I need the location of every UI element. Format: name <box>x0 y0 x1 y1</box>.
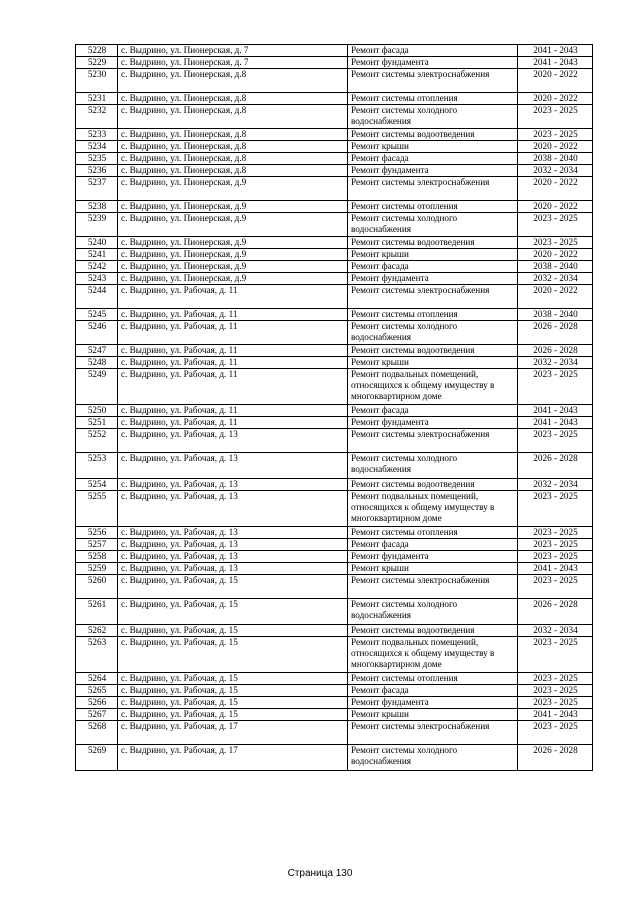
row-work-type: Ремонт фасада <box>348 45 518 57</box>
row-address: с. Выдрино, ул. Рабочая, д. 13 <box>118 563 348 575</box>
row-address: с. Выдрино, ул. Рабочая, д. 15 <box>118 637 348 673</box>
table-row <box>76 165 593 177</box>
row-number: 5231 <box>76 93 118 105</box>
table-row <box>76 309 593 321</box>
table-row <box>76 637 593 673</box>
row-period: 2023 - 2025 <box>518 491 593 527</box>
row-work-type: Ремонт системы водоотведения <box>348 237 518 249</box>
row-work-type: Ремонт системы отопления <box>348 309 518 321</box>
table-row <box>76 491 593 527</box>
row-work-type: Ремонт фундамента <box>348 273 518 285</box>
table-row <box>76 105 593 129</box>
row-work-type: Ремонт системы электроснабжения <box>348 177 518 201</box>
row-address: с. Выдрино, ул. Пионерская, д.9 <box>118 213 348 237</box>
row-work-type: Ремонт системы отопления <box>348 527 518 539</box>
row-period: 2026 - 2028 <box>518 453 593 479</box>
row-address: с. Выдрино, ул. Рабочая, д. 11 <box>118 285 348 309</box>
row-work-type: Ремонт крыши <box>348 563 518 575</box>
row-number: 5230 <box>76 69 118 93</box>
row-period: 2020 - 2022 <box>518 249 593 261</box>
table-row <box>76 285 593 309</box>
table-row <box>76 527 593 539</box>
table-row <box>76 721 593 745</box>
row-period: 2026 - 2028 <box>518 345 593 357</box>
table-row <box>76 57 593 69</box>
row-work-type: Ремонт системы отопления <box>348 93 518 105</box>
row-period: 2020 - 2022 <box>518 201 593 213</box>
row-work-type: Ремонт системы электроснабжения <box>348 429 518 453</box>
table-row <box>76 417 593 429</box>
row-period: 2041 - 2043 <box>518 405 593 417</box>
row-address: с. Выдрино, ул. Рабочая, д. 15 <box>118 599 348 625</box>
table-row <box>76 625 593 637</box>
row-number: 5242 <box>76 261 118 273</box>
row-number: 5259 <box>76 563 118 575</box>
row-number: 5265 <box>76 685 118 697</box>
row-number: 5252 <box>76 429 118 453</box>
row-address: с. Выдрино, ул. Рабочая, д. 17 <box>118 721 348 745</box>
row-number: 5233 <box>76 129 118 141</box>
row-number: 5232 <box>76 105 118 129</box>
row-period: 2038 - 2040 <box>518 153 593 165</box>
row-period: 2026 - 2028 <box>518 321 593 345</box>
row-work-type: Ремонт крыши <box>348 249 518 261</box>
row-address: с. Выдрино, ул. Рабочая, д. 13 <box>118 539 348 551</box>
row-address: с. Выдрино, ул. Рабочая, д. 13 <box>118 453 348 479</box>
row-period: 2041 - 2043 <box>518 45 593 57</box>
row-period: 2023 - 2025 <box>518 213 593 237</box>
row-number: 5250 <box>76 405 118 417</box>
row-work-type: Ремонт системы отопления <box>348 673 518 685</box>
row-address: с. Выдрино, ул. Пионерская, д.8 <box>118 129 348 141</box>
row-work-type: Ремонт фундамента <box>348 417 518 429</box>
row-number: 5238 <box>76 201 118 213</box>
row-address: с. Выдрино, ул. Рабочая, д. 15 <box>118 685 348 697</box>
row-work-type: Ремонт подвальных помещений, относящихся к общему имуществу в многоквартирном доме <box>348 369 518 405</box>
table-row <box>76 685 593 697</box>
row-address: с. Выдрино, ул. Пионерская, д.9 <box>118 249 348 261</box>
row-address: с. Выдрино, ул. Рабочая, д. 13 <box>118 429 348 453</box>
row-address: с. Выдрино, ул. Рабочая, д. 17 <box>118 745 348 771</box>
row-work-type: Ремонт системы водоотведения <box>348 479 518 491</box>
row-number: 5262 <box>76 625 118 637</box>
row-address: с. Выдрино, ул. Пионерская, д.9 <box>118 273 348 285</box>
table-row <box>76 745 593 771</box>
row-work-type: Ремонт фасада <box>348 405 518 417</box>
row-period: 2041 - 2043 <box>518 563 593 575</box>
row-address: с. Выдрино, ул. Пионерская, д.9 <box>118 201 348 213</box>
row-number: 5248 <box>76 357 118 369</box>
table-row <box>76 93 593 105</box>
row-number: 5258 <box>76 551 118 563</box>
row-work-type: Ремонт системы электроснабжения <box>348 721 518 745</box>
row-work-type: Ремонт системы электроснабжения <box>348 285 518 309</box>
row-address: с. Выдрино, ул. Рабочая, д. 13 <box>118 479 348 491</box>
row-period: 2020 - 2022 <box>518 93 593 105</box>
row-number: 5245 <box>76 309 118 321</box>
row-address: с. Выдрино, ул. Пионерская, д.8 <box>118 69 348 93</box>
table-row <box>76 479 593 491</box>
row-period: 2041 - 2043 <box>518 57 593 69</box>
row-address: с. Выдрино, ул. Пионерская, д.8 <box>118 165 348 177</box>
table-body <box>76 45 593 771</box>
row-number: 5249 <box>76 369 118 405</box>
row-period: 2032 - 2034 <box>518 165 593 177</box>
table-row <box>76 45 593 57</box>
row-address: с. Выдрино, ул. Рабочая, д. 15 <box>118 673 348 685</box>
row-work-type: Ремонт крыши <box>348 141 518 153</box>
row-period: 2032 - 2034 <box>518 273 593 285</box>
row-number: 5268 <box>76 721 118 745</box>
row-number: 5244 <box>76 285 118 309</box>
table-row <box>76 453 593 479</box>
row-period: 2020 - 2022 <box>518 285 593 309</box>
row-number: 5266 <box>76 697 118 709</box>
row-number: 5246 <box>76 321 118 345</box>
row-work-type: Ремонт системы холодного водоснабжения <box>348 599 518 625</box>
row-address: с. Выдрино, ул. Пионерская, д.8 <box>118 93 348 105</box>
row-number: 5235 <box>76 153 118 165</box>
table-row <box>76 237 593 249</box>
row-period: 2023 - 2025 <box>518 673 593 685</box>
row-period: 2023 - 2025 <box>518 685 593 697</box>
row-period: 2038 - 2040 <box>518 261 593 273</box>
row-address: с. Выдрино, ул. Рабочая, д. 11 <box>118 309 348 321</box>
row-work-type: Ремонт системы холодного водоснабжения <box>348 105 518 129</box>
row-number: 5229 <box>76 57 118 69</box>
row-number: 5236 <box>76 165 118 177</box>
row-address: с. Выдрино, ул. Пионерская, д.9 <box>118 261 348 273</box>
row-work-type: Ремонт системы водоотведения <box>348 345 518 357</box>
row-work-type: Ремонт системы водоотведения <box>348 129 518 141</box>
table-row <box>76 539 593 551</box>
row-work-type: Ремонт крыши <box>348 357 518 369</box>
row-work-type: Ремонт системы электроснабжения <box>348 575 518 599</box>
row-work-type: Ремонт фундамента <box>348 57 518 69</box>
table-row <box>76 575 593 599</box>
table-row <box>76 673 593 685</box>
row-address: с. Выдрино, ул. Пионерская, д.8 <box>118 105 348 129</box>
row-number: 5269 <box>76 745 118 771</box>
row-address: с. Выдрино, ул. Пионерская, д.8 <box>118 141 348 153</box>
row-period: 2023 - 2025 <box>518 637 593 673</box>
row-number: 5264 <box>76 673 118 685</box>
row-number: 5263 <box>76 637 118 673</box>
row-number: 5243 <box>76 273 118 285</box>
row-address: с. Выдрино, ул. Рабочая, д. 13 <box>118 491 348 527</box>
row-period: 2023 - 2025 <box>518 237 593 249</box>
row-work-type: Ремонт системы водоотведения <box>348 625 518 637</box>
table-row <box>76 261 593 273</box>
row-address: с. Выдрино, ул. Рабочая, д. 11 <box>118 369 348 405</box>
row-work-type: Ремонт системы электроснабжения <box>348 69 518 93</box>
row-address: с. Выдрино, ул. Пионерская, д.9 <box>118 177 348 201</box>
row-period: 2023 - 2025 <box>518 721 593 745</box>
row-period: 2041 - 2043 <box>518 417 593 429</box>
row-number: 5240 <box>76 237 118 249</box>
row-period: 2023 - 2025 <box>518 429 593 453</box>
table-row <box>76 177 593 201</box>
row-period: 2020 - 2022 <box>518 141 593 153</box>
table-row <box>76 201 593 213</box>
table-row <box>76 213 593 237</box>
row-work-type: Ремонт фасада <box>348 261 518 273</box>
table-row <box>76 249 593 261</box>
table-row <box>76 69 593 93</box>
row-work-type: Ремонт подвальных помещений, относящихся к общему имуществу в многоквартирном доме <box>348 637 518 673</box>
row-period: 2032 - 2034 <box>518 625 593 637</box>
row-address: с. Выдрино, ул. Рабочая, д. 13 <box>118 527 348 539</box>
row-number: 5256 <box>76 527 118 539</box>
row-number: 5247 <box>76 345 118 357</box>
table-row <box>76 563 593 575</box>
table-row <box>76 369 593 405</box>
row-work-type: Ремонт системы холодного водоснабжения <box>348 321 518 345</box>
table-row <box>76 273 593 285</box>
row-period: 2023 - 2025 <box>518 129 593 141</box>
row-work-type: Ремонт фасада <box>348 685 518 697</box>
row-period: 2023 - 2025 <box>518 551 593 563</box>
table-row <box>76 345 593 357</box>
row-number: 5260 <box>76 575 118 599</box>
table-row <box>76 129 593 141</box>
row-work-type: Ремонт подвальных помещений, относящихся к общему имуществу в многоквартирном доме <box>348 491 518 527</box>
row-number: 5267 <box>76 709 118 721</box>
row-period: 2023 - 2025 <box>518 527 593 539</box>
row-period: 2041 - 2043 <box>518 709 593 721</box>
table-row <box>76 357 593 369</box>
table-row <box>76 599 593 625</box>
row-work-type: Ремонт системы холодного водоснабжения <box>348 745 518 771</box>
row-work-type: Ремонт системы холодного водоснабжения <box>348 453 518 479</box>
row-address: с. Выдрино, ул. Рабочая, д. 11 <box>118 321 348 345</box>
row-address: с. Выдрино, ул. Рабочая, д. 11 <box>118 417 348 429</box>
row-number: 5253 <box>76 453 118 479</box>
row-period: 2038 - 2040 <box>518 309 593 321</box>
row-work-type: Ремонт фундамента <box>348 697 518 709</box>
table-row <box>76 697 593 709</box>
row-address: с. Выдрино, ул. Пионерская, д.9 <box>118 237 348 249</box>
row-work-type: Ремонт фасада <box>348 153 518 165</box>
row-work-type: Ремонт системы холодного водоснабжения <box>348 213 518 237</box>
row-address: с. Выдрино, ул. Рабочая, д. 11 <box>118 405 348 417</box>
row-address: с. Выдрино, ул. Пионерская, д. 7 <box>118 57 348 69</box>
row-work-type: Ремонт системы отопления <box>348 201 518 213</box>
row-number: 5228 <box>76 45 118 57</box>
row-work-type: Ремонт крыши <box>348 709 518 721</box>
row-address: с. Выдрино, ул. Рабочая, д. 15 <box>118 709 348 721</box>
repair-schedule-table <box>75 44 593 771</box>
table-row <box>76 709 593 721</box>
row-address: с. Выдрино, ул. Рабочая, д. 13 <box>118 551 348 563</box>
row-number: 5261 <box>76 599 118 625</box>
row-address: с. Выдрино, ул. Рабочая, д. 15 <box>118 697 348 709</box>
table-row <box>76 153 593 165</box>
row-number: 5239 <box>76 213 118 237</box>
row-period: 2032 - 2034 <box>518 357 593 369</box>
table-row <box>76 405 593 417</box>
row-address: с. Выдрино, ул. Рабочая, д. 11 <box>118 357 348 369</box>
row-address: с. Выдрино, ул. Рабочая, д. 11 <box>118 345 348 357</box>
row-address: с. Выдрино, ул. Рабочая, д. 15 <box>118 625 348 637</box>
row-period: 2032 - 2034 <box>518 479 593 491</box>
row-period: 2023 - 2025 <box>518 369 593 405</box>
row-address: с. Выдрино, ул. Пионерская, д. 7 <box>118 45 348 57</box>
row-number: 5234 <box>76 141 118 153</box>
table-row <box>76 551 593 563</box>
table-row <box>76 141 593 153</box>
row-work-type: Ремонт фундамента <box>348 551 518 563</box>
table-row <box>76 429 593 453</box>
row-number: 5257 <box>76 539 118 551</box>
row-period: 2026 - 2028 <box>518 745 593 771</box>
row-number: 5237 <box>76 177 118 201</box>
row-number: 5254 <box>76 479 118 491</box>
row-number: 5251 <box>76 417 118 429</box>
row-work-type: Ремонт фасада <box>348 539 518 551</box>
row-number: 5241 <box>76 249 118 261</box>
row-number: 5255 <box>76 491 118 527</box>
row-period: 2023 - 2025 <box>518 539 593 551</box>
row-period: 2023 - 2025 <box>518 697 593 709</box>
row-address: с. Выдрино, ул. Рабочая, д. 15 <box>118 575 348 599</box>
row-period: 2020 - 2022 <box>518 177 593 201</box>
page-number: Страница 130 <box>287 868 353 879</box>
row-period: 2023 - 2025 <box>518 575 593 599</box>
row-period: 2026 - 2028 <box>518 599 593 625</box>
row-address: с. Выдрино, ул. Пионерская, д.8 <box>118 153 348 165</box>
row-period: 2020 - 2022 <box>518 69 593 93</box>
row-work-type: Ремонт фундамента <box>348 165 518 177</box>
table-row <box>76 321 593 345</box>
row-period: 2023 - 2025 <box>518 105 593 129</box>
